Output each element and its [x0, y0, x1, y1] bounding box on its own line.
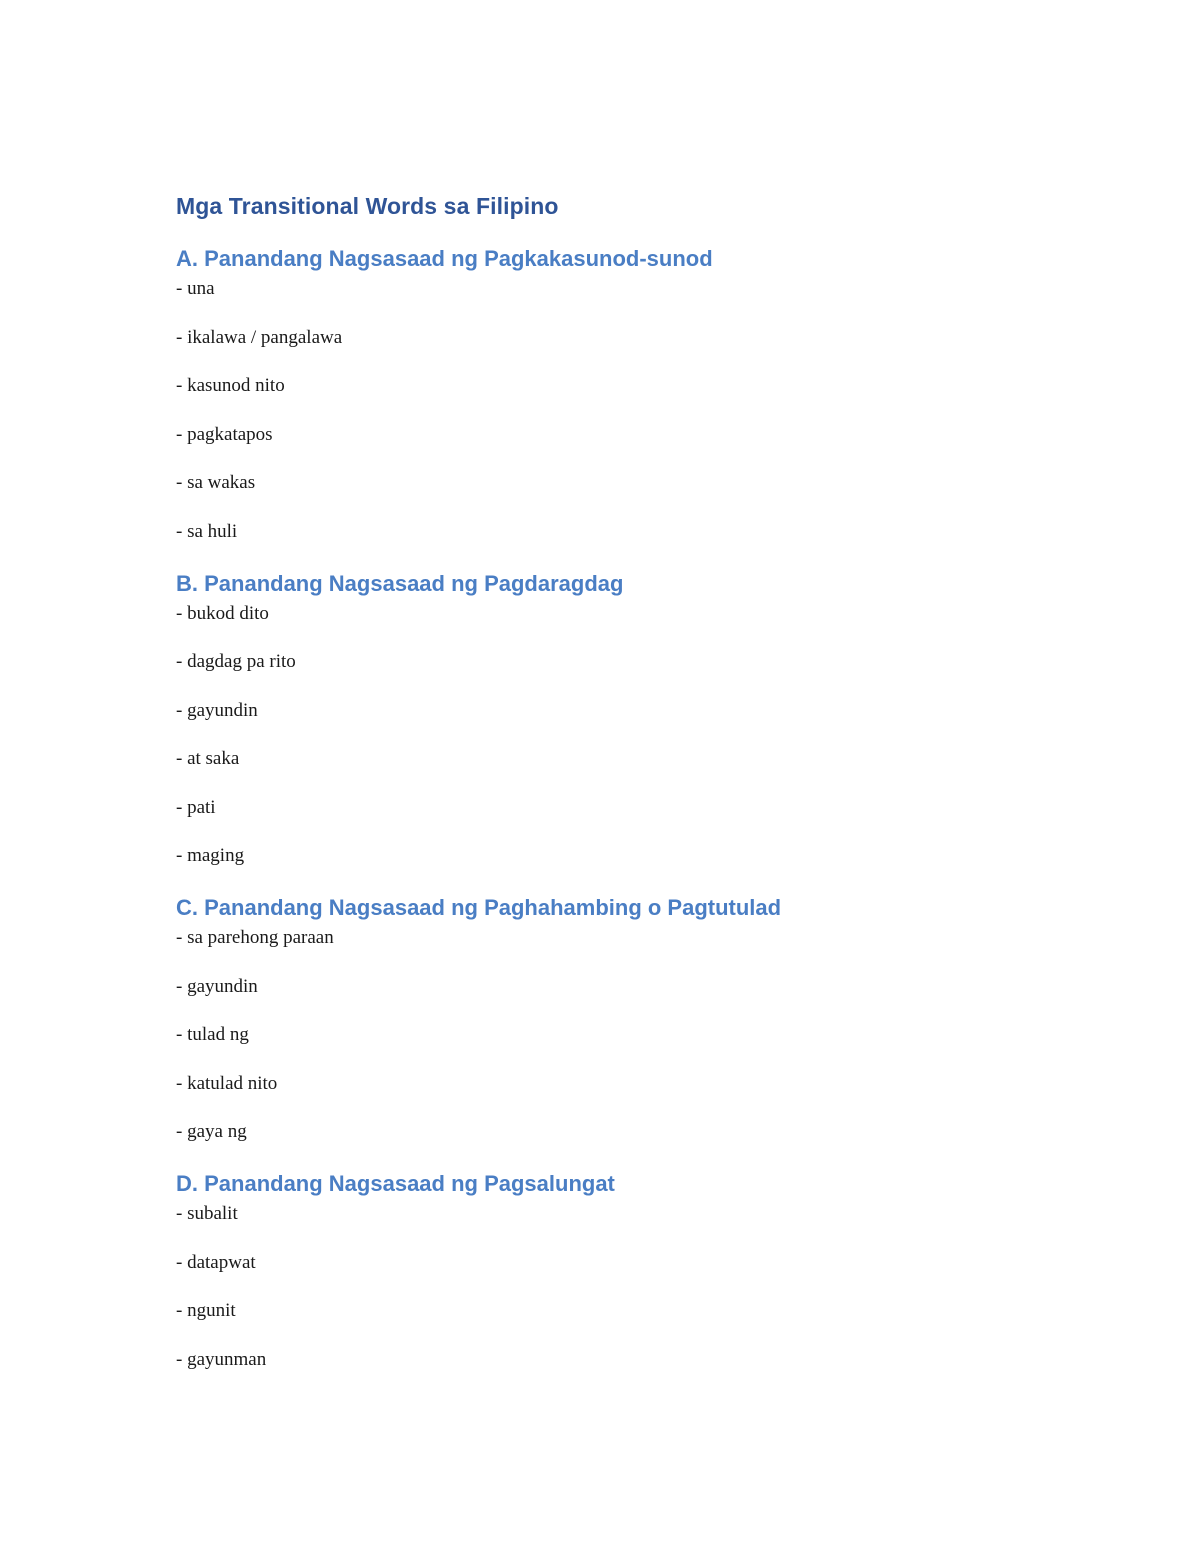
list-item: - sa huli — [176, 520, 238, 542]
list-item: - dagdag pa rito — [176, 651, 296, 672]
list-item: - pagkatapos — [176, 423, 273, 445]
document-content — [176, 190, 1076, 1397]
section-c — [176, 893, 1076, 1143]
document-title: Mga Transitional Words sa Filipino — [176, 193, 559, 219]
list-item: - sa parehong paraan — [176, 927, 334, 948]
list-item: - bukod dito — [176, 602, 269, 624]
list-item: - at saka — [176, 748, 240, 769]
list-item: - gayundin — [176, 975, 258, 997]
list-item: - ngunit — [176, 1300, 236, 1321]
section-b — [176, 569, 1076, 868]
list-item: - katulad nito — [176, 1072, 278, 1094]
list-item: - kasunod nito — [176, 375, 285, 396]
section-heading: A. Panandang Nagsasaad ng Pagkakasunod-sunod — [176, 246, 713, 271]
list-item: - datapwat — [176, 1251, 256, 1273]
list-item: - tulad ng — [176, 1024, 249, 1045]
list-item: - una — [176, 278, 215, 299]
section-heading: C. Panandang Nagsasaad ng Paghahambing o Pagtutulad — [176, 895, 782, 920]
section-a — [176, 244, 1076, 543]
list-item: - sa wakas — [176, 472, 256, 493]
section-d — [176, 1169, 1076, 1371]
list-item: - subalit — [176, 1203, 238, 1224]
list-item: - gayunman — [176, 1348, 267, 1370]
list-item: - gayundin — [176, 699, 258, 721]
section-heading: D. Panandang Nagsasaad ng Pagsalungat — [176, 1171, 615, 1196]
list-item: - ikalawa / pangalawa — [176, 326, 343, 348]
section-heading: B. Panandang Nagsasaad ng Pagdaragdag — [176, 570, 624, 596]
list-item: - maging — [176, 845, 245, 866]
list-item: - gaya ng — [176, 1121, 247, 1142]
list-item: - pati — [176, 796, 216, 818]
